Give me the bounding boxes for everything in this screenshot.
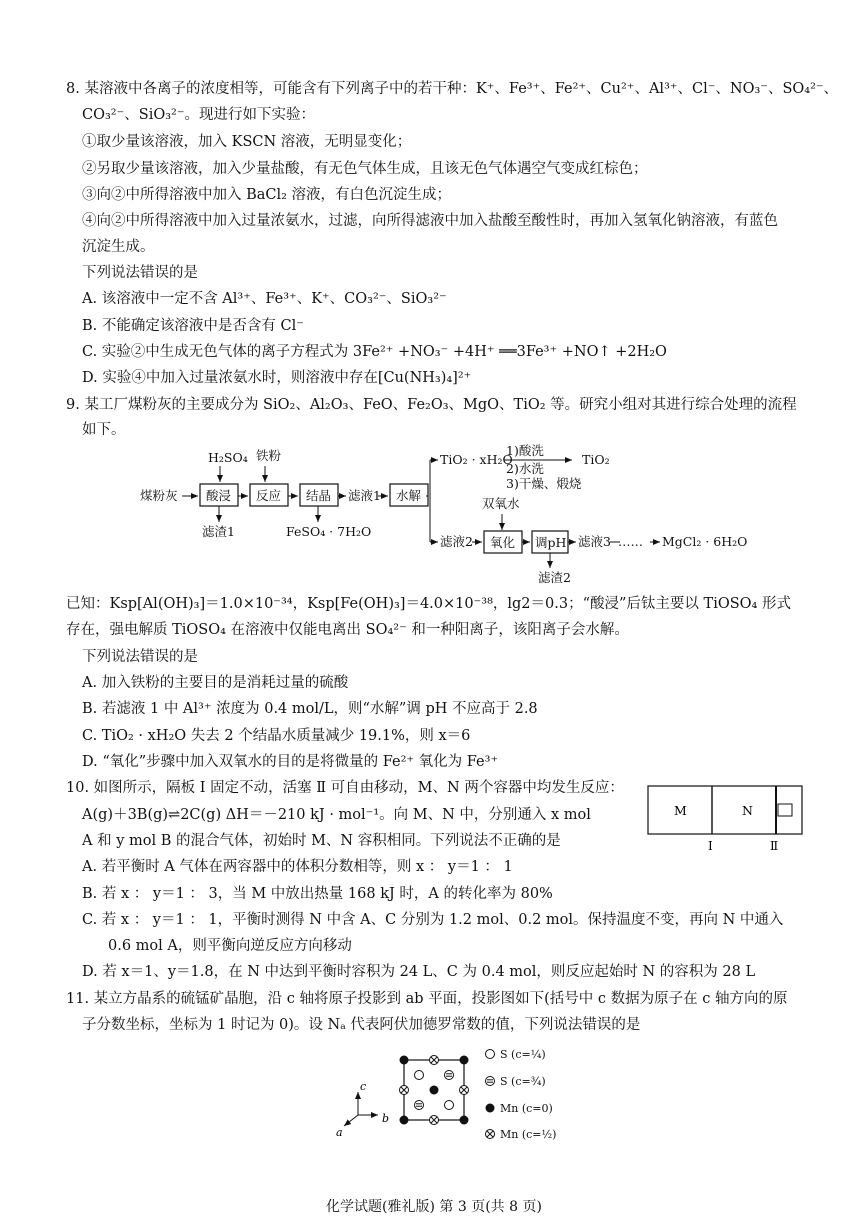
- q10-option-b: B. 若 x ： y＝1 ： 3，当 M 中放出热量 168 kJ 时，A 的转化率为 80%: [82, 886, 553, 902]
- filtrate1-label: 滤液1: [348, 488, 381, 503]
- adjust-ph-box: 调pH: [535, 535, 567, 550]
- hydrolysis-box: 水解: [396, 488, 422, 503]
- residue2-label: 滤渣2: [538, 570, 571, 585]
- container-n-label: N: [742, 803, 753, 818]
- piston-ii-label: Ⅱ: [770, 839, 779, 853]
- q10-stem-line1: 10. 如图所示，隔板 Ⅰ 固定不动，活塞 Ⅱ 可自由移动，M、N 两个容器中均发生反应：: [66, 780, 624, 796]
- h2so4-label: H₂SO₄: [208, 450, 248, 465]
- q9-known-line1: 已知：Ksp[Al(OH)₃]＝1.0×10⁻³⁴，Ksp[Fe(OH)₃]＝4.0×10⁻³⁸，lg2＝0.3；“酸浸”后钛主要以 TiOSO₄ 形式: [66, 596, 791, 612]
- q9-option-d: D. “氧化”步骤中加入双氧水的目的是将微量的 Fe²⁺ 氧化为 Fe³⁺: [82, 754, 499, 770]
- q10-stem-line2: A(g)＋3B(g)⇌2C(g) ΔH＝－210 kJ · mol⁻¹。向 M、N 中，分别通入 x mol: [82, 807, 591, 823]
- residue1-label: 滤渣1: [202, 524, 235, 539]
- q10-stem-line3: A 和 y mol B 的混合气体，初始时 M、N 容积相同。下列说法不正确的是: [82, 833, 561, 849]
- q11-crystal-projection: [330, 1040, 580, 1150]
- legend-s-three-quarter: S (c=¾): [500, 1075, 546, 1088]
- page-footer: 化学试题(雅礼版) 第 3 页(共 8 页): [326, 1199, 542, 1215]
- q9-stem-line2: 如下。: [82, 422, 126, 438]
- q10-option-a: A. 若平衡时 A 气体在两容器中的体积分数相等，则 x ： y＝1 ： 1: [82, 859, 513, 875]
- q8-step4-line2: 沉淀生成。: [82, 239, 155, 255]
- q9-question: 下列说法错误的是: [82, 649, 198, 665]
- feso4-label: FeSO₄ · 7H₂O: [286, 524, 372, 539]
- container-m-label: M: [674, 803, 687, 818]
- tio2-product-label: TiO₂: [582, 452, 610, 467]
- legend-mn-half: Mn (c=½): [500, 1128, 557, 1141]
- q8-step1: ①取少量该溶液，加入 KSCN 溶液，无明显变化；: [82, 134, 412, 150]
- h2o2-label: 双氧水: [482, 496, 520, 511]
- q10-option-c-line1: C. 若 x ： y＝1 ： 1，平衡时测得 N 中含 A、C 分别为 1.2 mol、0.2 mol。保持温度不变，再向 N 中通入: [82, 912, 784, 928]
- partition-i-label: Ⅰ: [708, 839, 713, 853]
- step3-label: 3)干燥、煅烧: [506, 476, 582, 491]
- q10-option-c-line2: 0.6 mol A，则平衡向逆反应方向移动: [108, 938, 352, 954]
- q8-option-b: B. 不能确定该溶液中是否含有 Cl⁻: [82, 318, 304, 334]
- q8-option-c: C. 实验②中生成无色气体的离子方程式为 3Fe²⁺ +NO₃⁻ +4H⁺ ══3Fe³⁺ +NO↑ +2H₂O: [82, 344, 667, 360]
- q9-option-b: B. 若滤液 1 中 Al³⁺ 浓度为 0.4 mol/L，则“水解”调 pH 不应高于 2.8: [82, 701, 538, 717]
- legend-mn-zero: Mn (c=0): [500, 1102, 553, 1115]
- q9-option-a: A. 加入铁粉的主要目的是消耗过量的硫酸: [82, 675, 349, 691]
- q10-option-d: D. 若 x＝1、y＝1.8，在 N 中达到平衡时容积为 24 L、C 为 0.4 mol，则反应起始时 N 的容积为 28 L: [82, 964, 756, 980]
- axis-c-label: c: [360, 1080, 367, 1093]
- crystallize-box: 结晶: [306, 488, 332, 503]
- q10-container-figure: [646, 782, 806, 854]
- q9-stem-line1: 9. 某工厂煤粉灰的主要成分为 SiO₂、Al₂O₃、FeO、Fe₂O₃、MgO、TiO₂ 等。研究小组对其进行综合处理的流程: [66, 397, 797, 413]
- mgcl2-label: MgCl₂ · 6H₂O: [662, 534, 748, 549]
- tio2-hydrate-label: TiO₂ · xH₂O: [440, 452, 513, 467]
- q8-stem-line2: CO₃²⁻、SiO₃²⁻。现进行如下实验：: [82, 107, 315, 123]
- axis-b-label: b: [382, 1112, 390, 1125]
- q9-option-c: C. TiO₂ · xH₂O 失去 2 个结晶水质量减少 19.1%，则 x＝6: [82, 728, 471, 744]
- q8-stem-line1: 8. 某溶液中各离子的浓度相等，可能含有下列离子中的若干种：K⁺、Fe³⁺、Fe²⁺、Cu²⁺、Al³⁺、Cl⁻、NO₃⁻、SO₄²⁻、: [66, 81, 839, 97]
- q11-stem-line1: 11. 某立方晶系的硫锰矿晶胞，沿 c 轴将原子投影到 ab 平面，投影图如下(括号中 c 数据为原子在 c 轴方向的原: [66, 991, 788, 1007]
- acid-leach-box: 酸浸: [206, 488, 232, 503]
- legend-s-quarter: S (c=¼): [500, 1048, 546, 1061]
- coal-ash-label: 煤粉灰: [140, 488, 178, 503]
- q9-known-line2: 存在，强电解质 TiOSO₄ 在溶液中仅能电离出 SO₄²⁻ 和一种阳离子，该阳离子会水解。: [66, 622, 629, 638]
- q8-question: 下列说法错误的是: [82, 265, 198, 281]
- q11-stem-line2: 子分数坐标，坐标为 1 时记为 0)。设 Nₐ 代表阿伏加德罗常数的值，下列说法错误的是: [82, 1017, 641, 1033]
- q8-step2: ②另取少量该溶液，加入少量盐酸，有无色气体生成，且该无色气体遇空气变成红棕色；: [82, 161, 648, 177]
- q8-option-d: D. 实验④中加入过量浓氨水时，则溶液中存在[Cu(NH₃)₄]²⁺: [82, 370, 472, 386]
- reaction-box: 反应: [256, 488, 282, 503]
- q8-option-a: A. 该溶液中一定不含 Al³⁺、Fe³⁺、K⁺、CO₃²⁻、SiO₃²⁻: [82, 291, 447, 307]
- oxidize-box: 氧化: [490, 535, 516, 550]
- filtrate3-label: 滤液3: [578, 534, 611, 549]
- q8-step4-line1: ④向②中所得溶液中加入过量浓氨水，过滤，向所得滤液中加入盐酸至酸性时，再加入氢氧化钠溶液，有蓝色: [82, 213, 778, 229]
- dots-label: ……: [618, 534, 643, 549]
- axis-a-label: a: [336, 1126, 343, 1139]
- q8-step3: ③向②中所得溶液中加入 BaCl₂ 溶液，有白色沉淀生成；: [82, 187, 452, 203]
- step1-label: 1)酸洗: [506, 444, 544, 458]
- q9-flowchart: [130, 444, 770, 590]
- filtrate2-label: 滤液2: [440, 534, 473, 549]
- iron-powder-label: 铁粉: [256, 448, 282, 463]
- step2-label: 2)水洗: [506, 461, 544, 476]
